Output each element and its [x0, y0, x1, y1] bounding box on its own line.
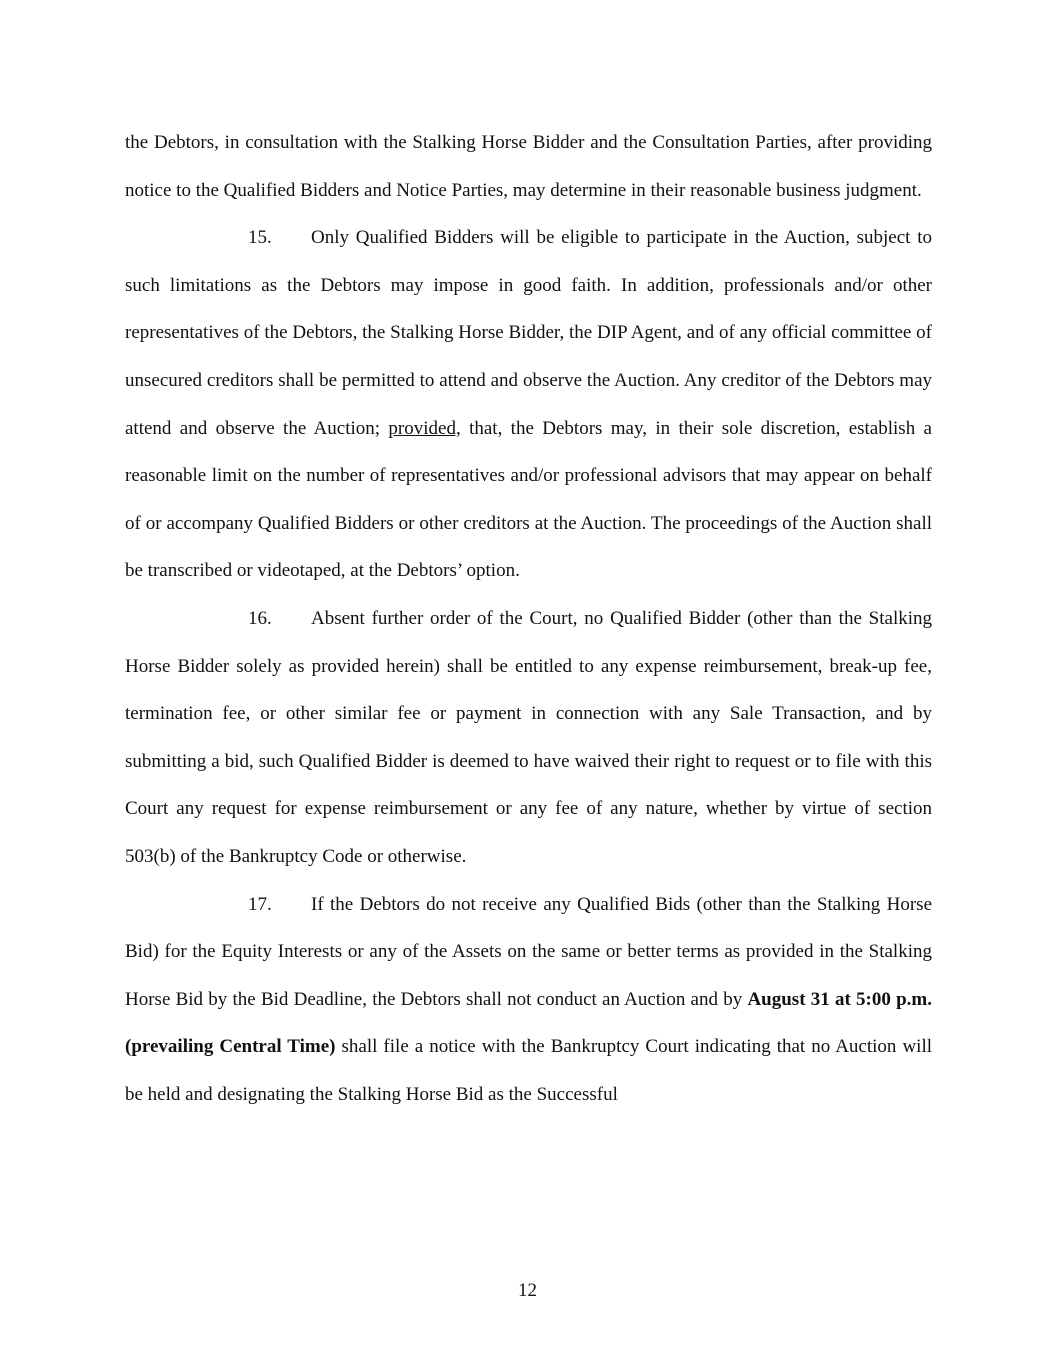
document-body — [125, 119, 932, 1118]
page-number: 12 — [518, 1280, 537, 1301]
paragraph-17 — [125, 881, 932, 1119]
paragraph-number: 15. — [248, 227, 272, 249]
paragraph-text: Only Qualified Bidders will be eligible to participate in the Auction, subject to such limitations as the Debtors may impose in good faith. In addition, professionals and/or other representatives of the Debtors, the Stalking Horse Bidder, the DIP Agent, and of any official committee of unsecured creditors shall be permitted to attend and observe the Auction. Any creditor of the Debtors may attend and observe the Auction; — [125, 227, 932, 439]
paragraph-text: Absent further order of the Court, no Qualified Bidder (other than the Stalking Horse Bidder solely as provided herein) shall be entitled to any expense reimbursement, break-up fee, termination fee, or other similar fee or payment in connection with any Sale Transaction, and by submitting a bid, such Qualified Bidder is deemed to have waived their right to request or to file with this Court any request for expense reimbursement or any fee of any nature, whether by virtue of section 503(b) of the Bankruptcy Code or otherwise. — [125, 607, 932, 867]
paragraph-16 — [125, 595, 932, 881]
paragraph-text-continued: that, the Debtors may, in their sole discretion, establish a reasonable limit on the number of representatives and/or professional advisors that may appear on behalf of or accompany Qualified Bidders or other creditors at the Auction. The proceedings of the Auction shall be transcribed or videotaped, at the Debtors’ option. — [125, 417, 932, 582]
bold-deadline: August 31 at 5:00 p.m. (prevailing Central Time) — [125, 988, 932, 1058]
continued-paragraph-text: the Debtors, in consultation with the Stalking Horse Bidder and the Consultation Parties, after providing notice to the Qualified Bidders and Notice Parties, may determine in their reasonable business judgment. — [125, 132, 932, 201]
continued-paragraph — [125, 119, 932, 214]
paragraph-text-continued: shall file a notice with the Bankruptcy Court indicating that no Auction will be held and designating the Stalking Horse Bid as the Successful — [125, 1036, 933, 1105]
paragraph-15 — [125, 214, 932, 595]
paragraph-number: 16. — [248, 607, 272, 629]
paragraph-number: 17. — [248, 893, 272, 915]
underlined-term-provided: provided, — [388, 417, 461, 439]
paragraph-text: If the Debtors do not receive any Qualified Bids (other than the Stalking Horse Bid) for the Equity Interests or any of the Assets on the same or better terms as provided in the Stalking Horse Bid by the Bid Deadline, the Debtors shall not conduct an Auction and by — [125, 893, 932, 1010]
